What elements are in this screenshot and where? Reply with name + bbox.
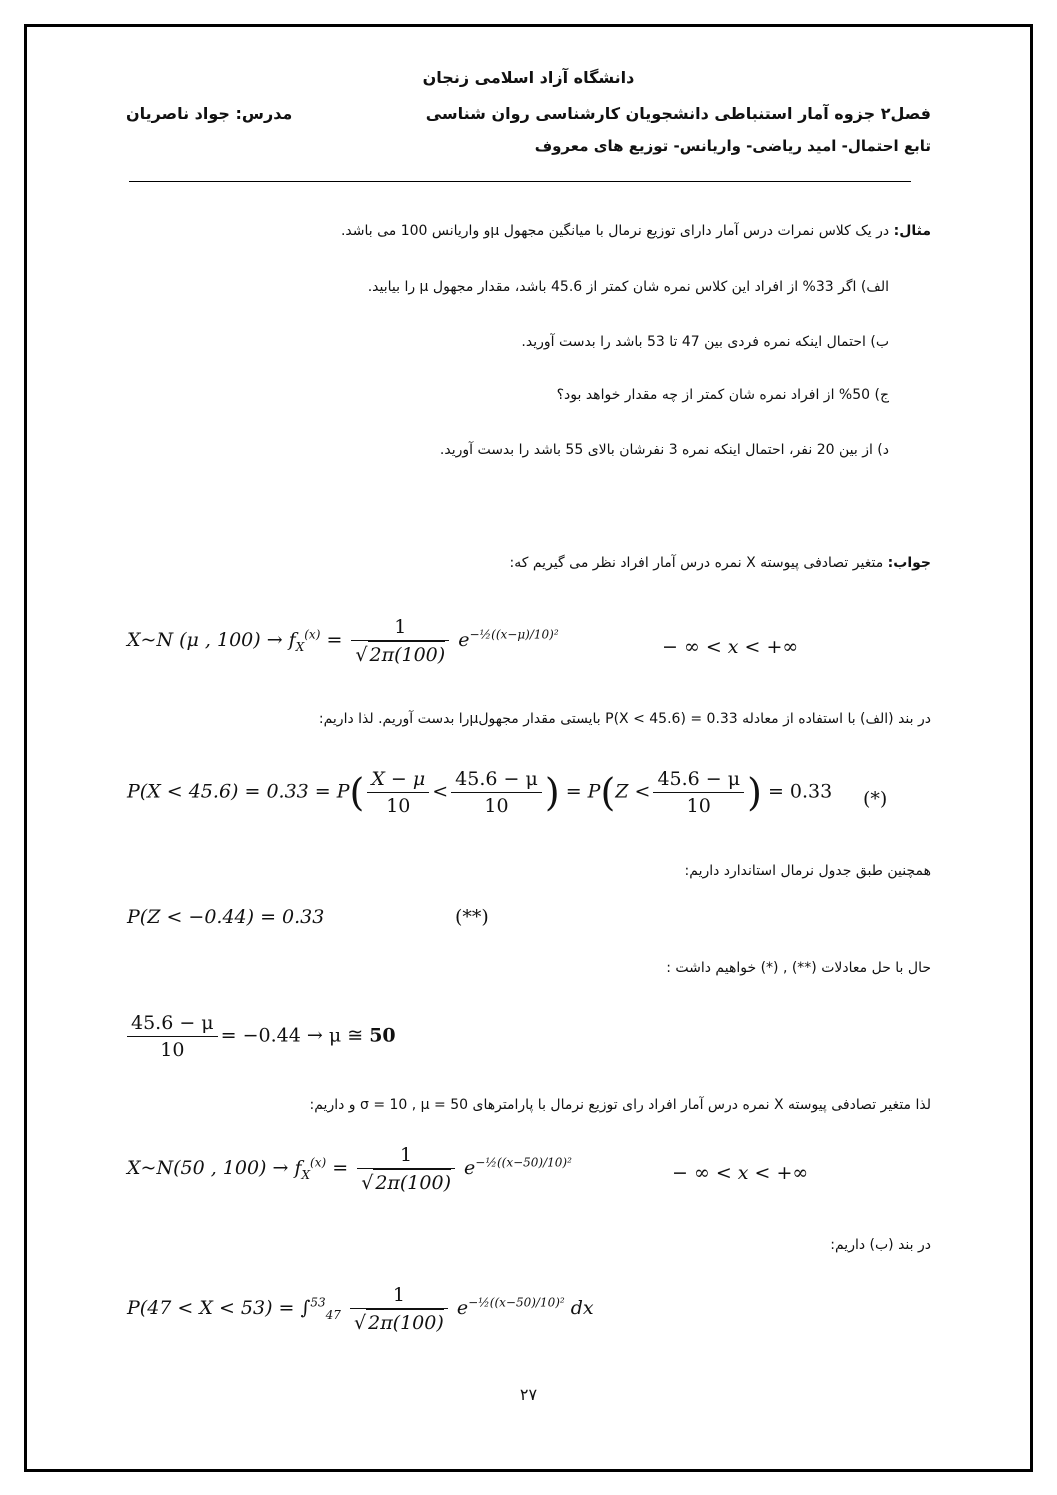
course-title: فصل۲ جزوه آمار استنباطی دانشجویان کارشناسی روان شناسی [425, 104, 931, 123]
paragraph-part-a: در بند (الف) با استفاده از معادله P(X < 45.6) = 0.33 بایستی مقدار مجهولμرا بدست آوریم. لذا داریم: [318, 711, 931, 727]
example-part-c: ج) 50% از افراد نمره شان کمتر از چه مقدار خواهد بود؟ [556, 387, 889, 403]
eq2-mid: = P [565, 780, 601, 803]
eq2-f1-den: 10 [386, 795, 411, 817]
eq1-exp: −½((x−μ)/10)² [469, 627, 559, 642]
eq1-num: 1 [351, 614, 449, 641]
answer-text: متغیر تصادفی پیوسته X نمره درس آمار افراد نظر می گیریم که: [509, 555, 884, 571]
eq5-exp: −½((x−50)/10)² [475, 1155, 572, 1170]
eq6-upper: 53 [310, 1295, 326, 1310]
university-name: دانشگاه آزاد اسلامی زنجان [422, 68, 635, 87]
answer-label: جواب: [887, 555, 931, 571]
header-divider [129, 181, 911, 182]
course-line [126, 104, 931, 123]
example-part-d: د) از بین 20 نفر، احتمال اینکه نمره 3 نفرشان بالای 55 باشد را بدست آورید. [439, 442, 889, 458]
eq5-fraction: $\frac{1}{√ 2\pi(100)}$ [357, 1142, 455, 1196]
eq2-lt: < [432, 780, 449, 803]
eq4-result: 50 [369, 1024, 396, 1047]
eq6-tail: dx [570, 1297, 594, 1319]
chapter-title: تابع احتمال- امید ریاضی- واریانس- توزیع های معروف [534, 137, 931, 155]
eq6-den: 2π(100) [366, 1309, 444, 1336]
eq2-f2-num: 45.6 − μ [451, 766, 542, 793]
eq2-f1-num: X − μ [367, 766, 429, 793]
equation-mu-result [124, 1010, 396, 1063]
example-text: در یک کلاس نمرات درس آمار دارای توزیع نرمال با میانگین مجهول μو واریانس 100 می باشد. [340, 223, 890, 239]
eq5-left: X~N(50 , 100) → f [127, 1157, 302, 1179]
eq4-num: 45.6 − μ [127, 1010, 218, 1037]
eq2-fraction-2 [451, 766, 542, 819]
page-number: ۲۷ [519, 1385, 538, 1404]
eq2-f2-den: 10 [484, 795, 509, 817]
eq6-exp: −½((x−50)/10)² [468, 1295, 565, 1310]
eq2-left: P(X < 45.6) = 0.33 = P [127, 780, 350, 803]
example-paragraph [126, 221, 931, 241]
eq5-sub: X [301, 1167, 311, 1182]
eq6-lower: 47 [325, 1307, 341, 1322]
eq1-left: X~N (μ , 100) → f [127, 629, 296, 651]
eq4-fraction [127, 1010, 218, 1063]
eq2-tag: (*) [863, 788, 888, 810]
equation-standardize: P(X < 45.6) = 0.33 = P( $\frac{X - \mu}{10}$ < $\frac{45.6 - \mu}{10}$ ) = P(Z < $\frac{45.6 - \mu}{10}$ ) = 0.33 [127, 768, 833, 817]
teacher-name: مدرس: جواد ناصریان [126, 104, 293, 123]
eq6-num: 1 [350, 1282, 448, 1309]
example-part-a: الف) اگر 33% از افراد این کلاس نمره شان کمتر از 45.6 باشد، مقدار مجهول μ را بیابید. [367, 279, 889, 295]
eq2-f3-num: 45.6 − μ [653, 766, 744, 793]
eq2-f3-den: 10 [686, 795, 711, 817]
eq1-sup: (x) [304, 627, 321, 642]
eq4-den: 10 [160, 1039, 185, 1061]
eq5-num: 1 [357, 1142, 455, 1169]
answer-paragraph [126, 553, 931, 573]
eq6-fraction: $\frac{1}{√ 2\pi(100)}$ [350, 1282, 448, 1336]
equation-normal-pdf-50: X~N(50 , $100) \to f_X^{(x)}$ = $\frac{1}{√ 2\pi(100)}$ $e^{-\frac{1}{2}((x-50)/10)^2}$ [127, 1144, 572, 1194]
eq5-den: 2π(100) [373, 1169, 451, 1196]
eq1-den: 2π(100) [368, 641, 446, 668]
eq2-fraction-1 [367, 766, 429, 819]
equation-normal-pdf: X~N (μ , $100) \to f_X^{(x)}$ = $\frac{1}{√ 2\pi(100)}$ $e^{-\frac{1}{2}((x-\mu)/10)^2}$ [127, 616, 559, 666]
eq3-tag: (**) [455, 906, 489, 928]
example-part-b: ب) احتمال اینکه نمره فردی بین 47 تا 53 باشد را بدست آورید. [521, 334, 889, 350]
eq2-z: Z < [615, 780, 651, 803]
example-label: مثال: [893, 223, 931, 239]
eq5-range: − ∞ < x < +∞ [672, 1162, 809, 1184]
eq6-left: P(47 < X < 53) = ∫ [127, 1297, 311, 1319]
eq1-sub: X [295, 639, 305, 654]
paragraph-part-b: در بند (ب) داریم: [830, 1237, 931, 1253]
eq2-fraction-3 [653, 766, 744, 819]
eq5-sup: (x) [310, 1155, 327, 1170]
eq4-rest: = −0.44 → μ ≅ [220, 1024, 370, 1047]
eq2-end: = 0.33 [767, 780, 833, 803]
paragraph-params: لذا متغیر تصادفی پیوسته X نمره درس آمار افراد رای توزیع نرمال با پارامترهای σ = 10 , μ = 50 و داریم: [309, 1097, 931, 1113]
paragraph-table: همچنین طبق جدول نرمال استاندارد داریم: [684, 863, 931, 879]
eq1-range: − ∞ < x < +∞ [662, 636, 799, 658]
equation-integral: P(47 < X < 53) = ∫$^{53}_{47}$ $\frac{1}{√ 2\pi(100)}$ $e^{-\frac{1}{2}((x-50)/10)^2}$ dx [127, 1284, 594, 1334]
paragraph-solve: حال با حل معادلات (**) , (*) خواهیم داشت : [666, 960, 931, 976]
equation-table-value: P(Z < −0.44) = 0.33 [127, 906, 325, 928]
eq1-fraction: $\frac{1}{√ 2\pi(100)}$ [351, 614, 449, 668]
